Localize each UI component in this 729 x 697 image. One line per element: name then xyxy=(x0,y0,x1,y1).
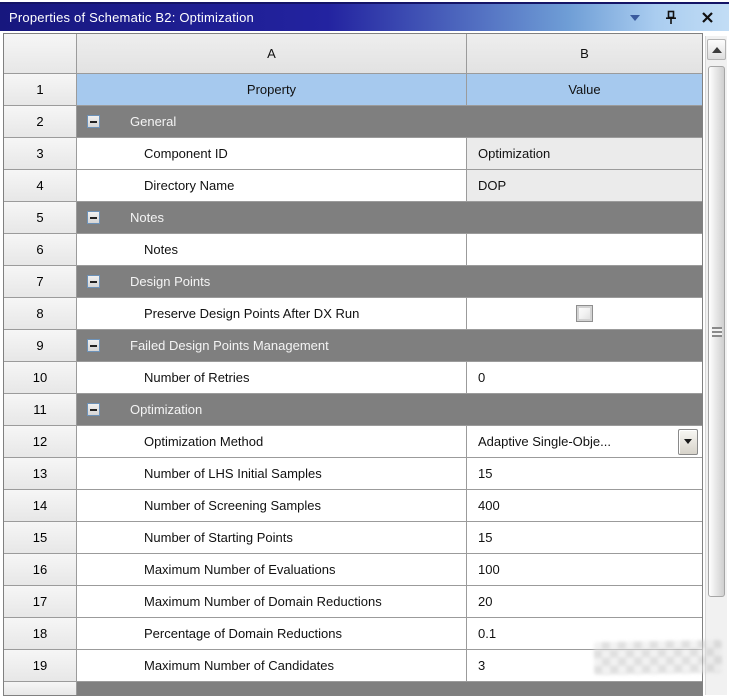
property-label: Maximum Number of Domain Reductions xyxy=(77,586,467,618)
property-label: Percentage of Domain Reductions xyxy=(77,618,467,650)
collapse-minus-icon[interactable] xyxy=(87,339,100,352)
property-label: Number of LHS Initial Samples xyxy=(77,458,467,490)
value-max-candidates[interactable]: 3 xyxy=(467,650,702,682)
value-lhs-initial-samples[interactable]: 15 xyxy=(467,458,702,490)
chevron-down-icon xyxy=(684,439,692,444)
row-number: 15 xyxy=(4,522,77,554)
group-cell-design-points xyxy=(77,266,702,298)
row-number: 2 xyxy=(4,106,77,138)
value-max-domain-reductions[interactable]: 20 xyxy=(467,586,702,618)
row-number: 1 xyxy=(4,74,77,106)
collapse-minus-icon[interactable] xyxy=(87,403,100,416)
row-starting-points xyxy=(4,522,702,554)
preserve-design-points-checkbox[interactable] xyxy=(576,305,593,322)
titlebar-controls xyxy=(627,10,729,26)
value-max-evaluations[interactable]: 100 xyxy=(467,554,702,586)
row-number: 6 xyxy=(4,234,77,266)
close-button[interactable] xyxy=(699,10,715,26)
properties-table xyxy=(3,33,703,696)
row-optimization-method xyxy=(4,426,702,458)
row-number: 8 xyxy=(4,298,77,330)
value-notes-input[interactable] xyxy=(467,234,702,266)
chevron-down-icon xyxy=(630,15,640,21)
close-icon xyxy=(702,12,713,23)
row-number: 17 xyxy=(4,586,77,618)
collapse-minus-icon[interactable] xyxy=(87,115,100,128)
value-starting-points[interactable]: 15 xyxy=(467,522,702,554)
table-row xyxy=(4,74,702,106)
row-number: 4 xyxy=(4,170,77,202)
panel-title: Properties of Schematic B2: Optimization xyxy=(9,10,254,25)
row-number: 9 xyxy=(4,330,77,362)
group-label: General xyxy=(130,114,177,129)
vertical-scrollbar[interactable] xyxy=(705,36,727,695)
value-preserve-cell xyxy=(467,298,702,330)
group-label: Failed Design Points Management xyxy=(130,338,329,353)
property-label: Preserve Design Points After DX Run xyxy=(77,298,467,330)
group-cell-general xyxy=(77,106,702,138)
row-number: 16 xyxy=(4,554,77,586)
group-label: Design Points xyxy=(130,274,211,289)
value-component-id: Optimization xyxy=(467,138,702,170)
row-directory-name xyxy=(4,170,702,202)
scrollbar-thumb[interactable] xyxy=(708,66,725,597)
row-component-id xyxy=(4,138,702,170)
property-label: Notes xyxy=(77,234,467,266)
group-row-optimization xyxy=(4,394,702,426)
property-header-cell: Property xyxy=(77,74,467,106)
row-number-of-retries xyxy=(4,362,702,394)
column-header-b: B xyxy=(467,34,702,74)
property-label: Number of Retries xyxy=(77,362,467,394)
row-number xyxy=(4,682,77,695)
panel-menu-button[interactable] xyxy=(627,10,643,26)
row-max-evaluations xyxy=(4,554,702,586)
value-directory-name: DOP xyxy=(467,170,702,202)
group-row-notes xyxy=(4,202,702,234)
group-cell-notes xyxy=(77,202,702,234)
property-label: Number of Starting Points xyxy=(77,522,467,554)
collapse-minus-icon[interactable] xyxy=(87,211,100,224)
row-number: 19 xyxy=(4,650,77,682)
value-screening-samples[interactable]: 400 xyxy=(467,490,702,522)
row-number: 12 xyxy=(4,426,77,458)
row-number: 3 xyxy=(4,138,77,170)
group-cell-optimization xyxy=(77,394,702,426)
row-number: 10 xyxy=(4,362,77,394)
property-label: Maximum Number of Candidates xyxy=(77,650,467,682)
column-header-a: A xyxy=(77,34,467,74)
group-row-failed-design-points xyxy=(4,330,702,362)
property-label: Directory Name xyxy=(77,170,467,202)
property-label: Number of Screening Samples xyxy=(77,490,467,522)
partial-next-group-row xyxy=(4,682,702,695)
partial-group-cell xyxy=(77,682,702,695)
row-screening-samples xyxy=(4,490,702,522)
dropdown-selected-value: Adaptive Single-Obje... xyxy=(478,434,611,449)
row-number: 7 xyxy=(4,266,77,298)
value-number-of-retries[interactable]: 0 xyxy=(467,362,702,394)
row-notes xyxy=(4,234,702,266)
row-number: 13 xyxy=(4,458,77,490)
row-number: 11 xyxy=(4,394,77,426)
group-row-design-points xyxy=(4,266,702,298)
row-number: 18 xyxy=(4,618,77,650)
scrollbar-grip-icon xyxy=(712,327,722,337)
row-number: 5 xyxy=(4,202,77,234)
corner-cell xyxy=(4,34,77,74)
property-label: Optimization Method xyxy=(77,426,467,458)
column-header-row xyxy=(4,34,702,74)
row-preserve-design-points xyxy=(4,298,702,330)
row-lhs-initial-samples xyxy=(4,458,702,490)
pin-button[interactable] xyxy=(663,10,679,26)
optimization-method-dropdown[interactable] xyxy=(467,426,702,458)
dropdown-button[interactable] xyxy=(678,429,698,455)
group-label: Optimization xyxy=(130,402,203,417)
collapse-minus-icon[interactable] xyxy=(87,275,100,288)
property-label: Maximum Number of Evaluations xyxy=(77,554,467,586)
group-cell-failed-design-points xyxy=(77,330,702,362)
panel-titlebar xyxy=(0,2,729,31)
value-percentage-domain-reductions[interactable]: 0.1 xyxy=(467,618,702,650)
arrow-up-icon xyxy=(712,47,722,53)
group-label: Notes xyxy=(130,210,164,225)
row-number: 14 xyxy=(4,490,77,522)
scrollbar-up-button[interactable] xyxy=(707,39,726,60)
row-max-domain-reductions xyxy=(4,586,702,618)
group-row-general xyxy=(4,106,702,138)
value-header-cell: Value xyxy=(467,74,702,106)
property-label: Component ID xyxy=(77,138,467,170)
pin-icon xyxy=(664,10,678,25)
watermark-blur xyxy=(594,640,723,675)
